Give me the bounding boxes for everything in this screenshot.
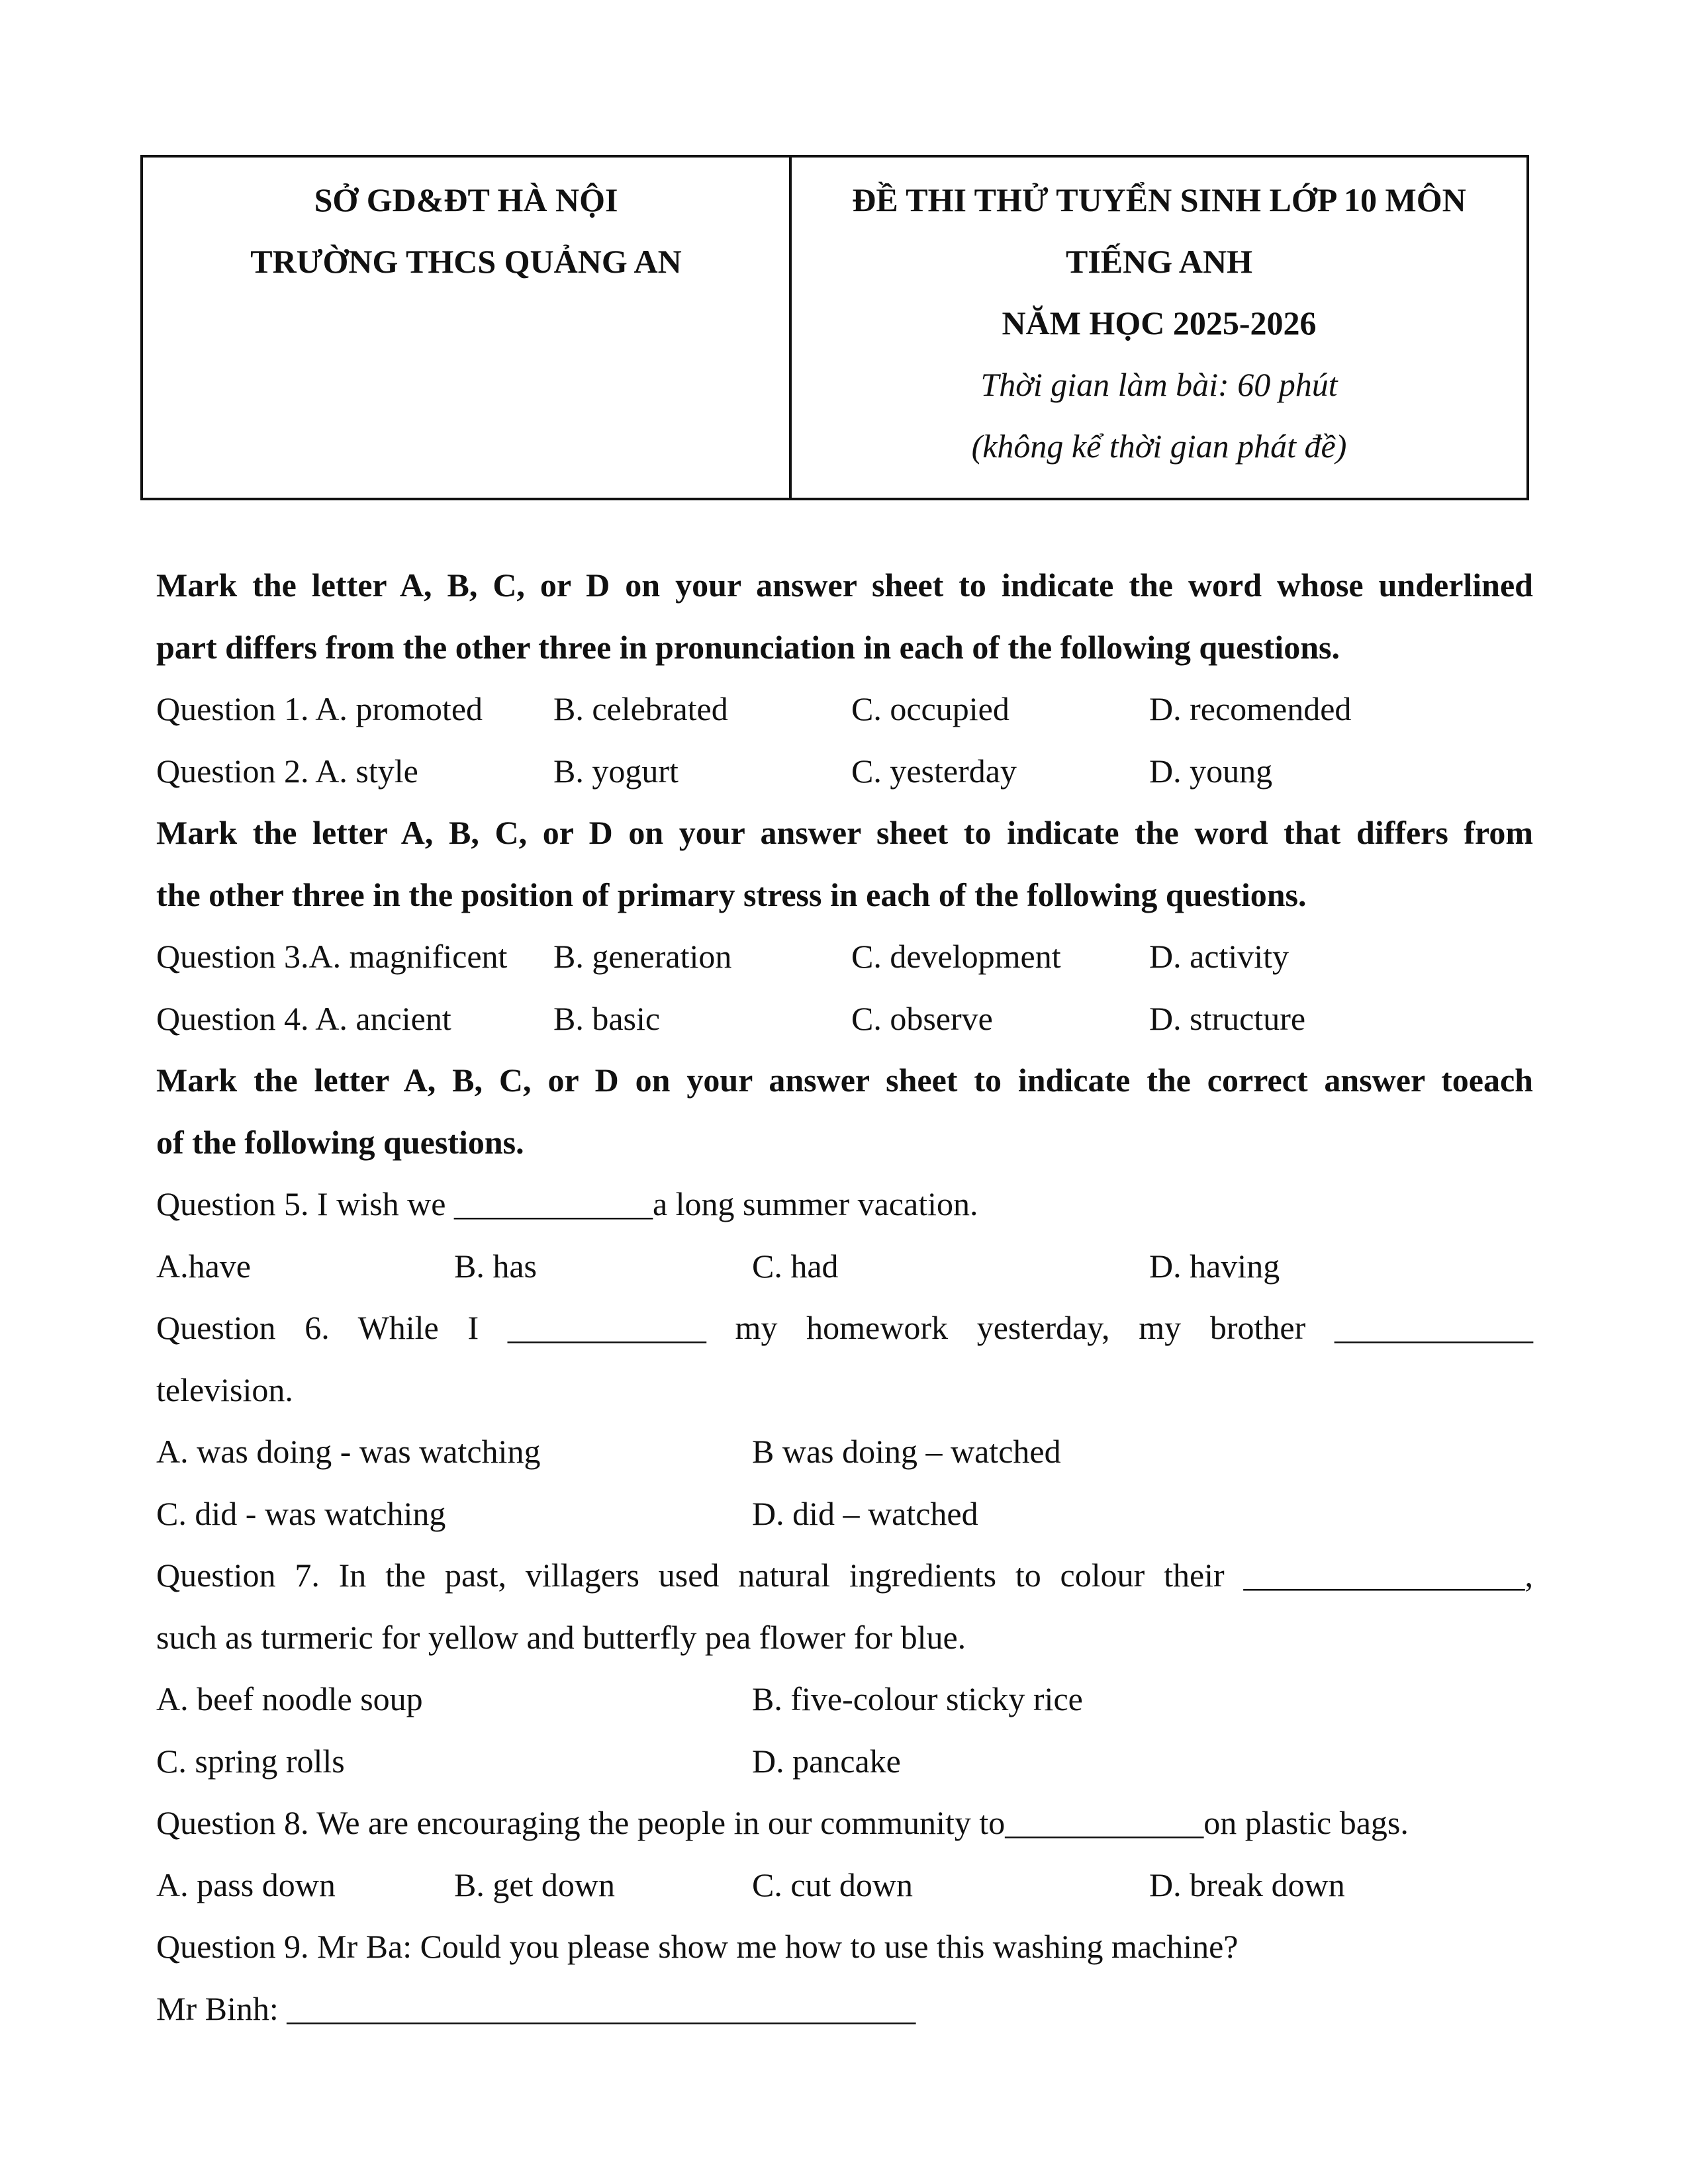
- q4-stem: Question 4. A. ancient: [156, 999, 451, 1037]
- exam-duration: Thời gian làm bài: 60 phút: [980, 366, 1338, 403]
- exam-title-line1: ĐỀ THI THỬ TUYỂN SINH LỚP 10 MÔN: [852, 181, 1466, 218]
- question-2: [156, 741, 1533, 803]
- q7-options-cd: [156, 1731, 1533, 1793]
- section-instruction-pronunciation: Mark the letter A, B, C, or D on your answer sheet to indicate the word whose underlined: [156, 567, 1533, 604]
- q7-option-b: B. five-colour sticky rice: [752, 1680, 1083, 1717]
- section-instruction-grammar: Mark the letter A, B, C, or D on your answer sheet to indicate the correct answer toeach: [156, 1062, 1533, 1099]
- q1-option-c: C. occupied: [851, 690, 1009, 727]
- q4-option-c: C. observe: [851, 999, 993, 1037]
- q5-options: [156, 1236, 1533, 1298]
- q2-option-b: B. yogurt: [553, 752, 679, 790]
- q2-stem: Question 2. A. style: [156, 752, 418, 790]
- q1-option-d: D. recomended: [1149, 690, 1352, 727]
- q5-stem: Question 5. I wish we ____________a long summer vacation.: [156, 1185, 978, 1222]
- q6-option-c: C. did - was watching: [156, 1494, 446, 1532]
- header-table: [140, 155, 1529, 500]
- q7-option-c: C. spring rolls: [156, 1742, 345, 1780]
- exam-content: [156, 555, 1533, 2040]
- question-1: [156, 678, 1533, 741]
- question-3: [156, 926, 1533, 988]
- q6-option-d: D. did – watched: [752, 1494, 978, 1532]
- q8-option-d: D. break down: [1149, 1866, 1345, 1903]
- q3-option-d: D. activity: [1149, 938, 1289, 975]
- q8-option-c: C. cut down: [752, 1866, 914, 1903]
- q6-options-cd: [156, 1483, 1533, 1545]
- q6-option-a: A. was doing - was watching: [156, 1433, 541, 1470]
- q7-stem-cont: such as turmeric for yellow and butterfly pea flower for blue.: [156, 1618, 966, 1656]
- school-year: NĂM HỌC 2025-2026: [1002, 304, 1317, 341]
- section-instruction-grammar-cont: of the following questions.: [156, 1123, 524, 1161]
- section-instruction-stress-cont: the other three in the position of primary stress in each of the following questions.: [156, 876, 1307, 913]
- q4-option-d: D. structure: [1149, 999, 1306, 1037]
- q4-option-b: B. basic: [553, 999, 661, 1037]
- department-name: SỞ GD&ĐT HÀ NỘI: [314, 181, 618, 218]
- school-name: TRƯỜNG THCS QUẢNG AN: [250, 243, 682, 280]
- exam-info: [792, 158, 1526, 498]
- q6-stem-cont: television.: [156, 1371, 293, 1408]
- q2-option-d: D. young: [1149, 752, 1273, 790]
- q2-option-c: C. yesterday: [851, 752, 1017, 790]
- school-info: [143, 158, 792, 498]
- q5-option-c: C. had: [752, 1247, 839, 1285]
- section-instruction-pronunciation-cont: part differs from the other three in pronunciation in each of the following questions.: [156, 628, 1340, 666]
- q6-stem: Question 6. While I ____________ my homework yesterday, my brother ____________: [156, 1309, 1533, 1346]
- q3-option-b: B. generation: [553, 938, 732, 975]
- exam-duration-note: (không kể thời gian phát đề): [971, 428, 1347, 465]
- exam-title-line2: TIẾNG ANH: [1065, 243, 1252, 280]
- section-instruction-stress: Mark the letter A, B, C, or D on your answer sheet to indicate the word that differs from: [156, 814, 1533, 851]
- q7-stem: Question 7. In the past, villagers used natural ingredients to colour their _________________,: [156, 1557, 1533, 1594]
- q3-option-c: C. development: [851, 938, 1061, 975]
- q1-option-b: B. celebrated: [553, 690, 728, 727]
- q1-stem: Question 1. A. promoted: [156, 690, 483, 727]
- q6-options-ab: [156, 1421, 1533, 1483]
- q5-option-d: D. having: [1149, 1247, 1280, 1285]
- q7-option-a: A. beef noodle soup: [156, 1680, 423, 1717]
- q3-stem: Question 3.A. magnificent: [156, 938, 508, 975]
- q5-option-a: A.have: [156, 1247, 251, 1285]
- q8-option-a: A. pass down: [156, 1866, 336, 1903]
- q8-options: [156, 1854, 1533, 1917]
- q8-stem: Question 8. We are encouraging the people in our community to____________on plastic bags.: [156, 1804, 1409, 1841]
- q7-option-d: D. pancake: [752, 1742, 901, 1780]
- q9-stem: Question 9. Mr Ba: Could you please show me how to use this washing machine?: [156, 1928, 1239, 1965]
- q5-option-b: B. has: [454, 1247, 537, 1285]
- q9-answer-line: Mr Binh: ______________________________________: [156, 1989, 916, 2027]
- q8-option-b: B. get down: [454, 1866, 616, 1903]
- question-4: [156, 988, 1533, 1050]
- q7-options-ab: [156, 1668, 1533, 1731]
- q6-option-b: B was doing – watched: [752, 1433, 1061, 1470]
